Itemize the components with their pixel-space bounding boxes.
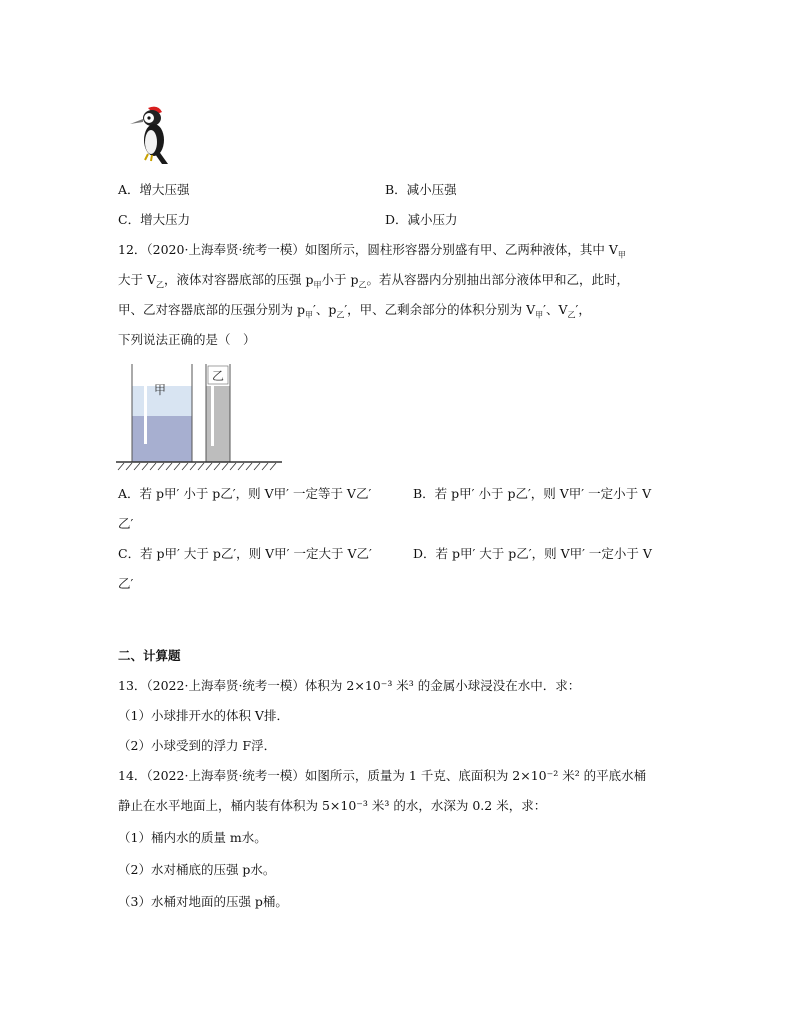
- q12-option-b: B．若 p甲′ 小于 p乙′，则 V甲′ 一定小于 V: [413, 486, 652, 501]
- fig-label-jia: 甲: [154, 383, 167, 397]
- q13-part-2: （2）小球受到的浮力 F浮．: [118, 738, 277, 753]
- q12-stem-line-3: 甲、乙对容器底部的压强分别为 $p_甲'$、$p_乙'$，甲、乙剩余部分的体积分别为 $V_甲'$、$V_乙'$，: [118, 302, 591, 320]
- q11-option-b: B．减小压强: [385, 182, 457, 197]
- fig-label-yi: 乙: [212, 369, 225, 383]
- q12-option-a: A．若 p甲′ 小于 p乙′，则 V甲′ 一定等于 V乙′: [118, 486, 372, 501]
- q14-part-3: （3）水桶对地面的压强 p桶。: [118, 894, 288, 909]
- q12-option-c: C．若 p甲′ 大于 p乙′，则 V甲′ 一定大于 V乙′: [118, 546, 372, 561]
- q14-part-2: （2）水对桶底的压强 p水。: [118, 862, 276, 877]
- q14-stem-line-2: 静止在水平地面上，桶内装有体积为 5×10⁻³ 米³ 的水，水深为 0.2 米，求：: [118, 798, 547, 813]
- q11-option-a: A．增大压强: [118, 182, 190, 197]
- woodpecker-image: [128, 104, 172, 166]
- q13-stem: 13．（2022·上海奉贤·统考一模）体积为 2×10⁻³ 米³ 的金属小球浸没在水中．求：: [118, 678, 581, 693]
- q12-stem-line-1: 12．（2020·上海奉贤·统考一模）如图所示，圆柱形容器分别盛有甲、乙两种液体，其中 $V_甲$: [118, 242, 626, 260]
- section-title-calculation: 二、计算题: [118, 648, 181, 663]
- q14-stem-line-1: 14．（2022·上海奉贤·统考一模）如图所示，质量为 1 千克、底面积为 2×10⁻² 米² 的平底水桶: [118, 768, 647, 783]
- q12-stem-line-2: 大于 $V_乙$，液体对容器底部的压强 $p_甲$小于 $p_乙$。若从容器内分别抽出部分液体甲和乙，此时，: [118, 272, 629, 290]
- q12-stem-line-4: 下列说法正确的是（ ）: [118, 332, 256, 347]
- q12-containers-figure: [116, 360, 282, 472]
- q11-option-d: D．减小压力: [385, 212, 458, 227]
- q14-part-1: （1）桶内水的质量 m水。: [118, 830, 267, 845]
- q12-option-d: D．若 p甲′ 大于 p乙′，则 V甲′ 一定小于 V: [413, 546, 652, 561]
- q13-part-1: （1）小球排开水的体积 V排．: [118, 708, 289, 723]
- q12-option-b-cont: 乙′: [118, 516, 134, 531]
- q11-option-c: C．增大压力: [118, 212, 191, 227]
- q12-option-d-cont: 乙′: [118, 576, 134, 591]
